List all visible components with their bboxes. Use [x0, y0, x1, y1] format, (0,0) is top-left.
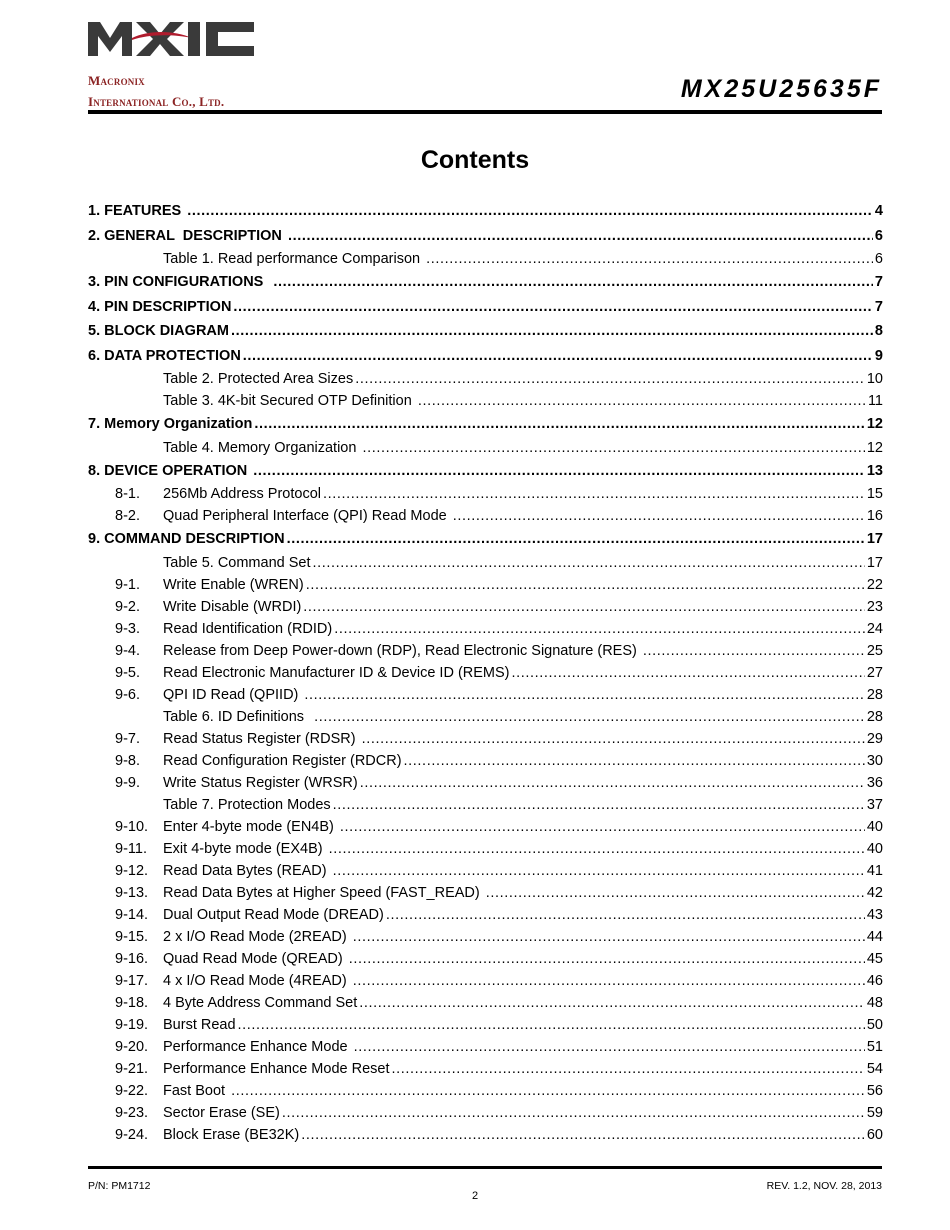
- toc-entry-page: 59: [866, 1104, 883, 1121]
- toc-leader-dots: [354, 1036, 865, 1058]
- toc-entry-title: QPI ID Read (QPIID): [163, 686, 303, 703]
- toc-entry-title: 256Mb Address Protocol: [163, 486, 321, 502]
- toc-entry-title: Quad Peripheral Interface (QPI) Read Mode: [163, 508, 451, 524]
- page-header: [0, 0, 950, 120]
- toc-entry[interactable]: [88, 1014, 883, 1036]
- toc-leader-dots: [426, 248, 873, 270]
- toc-entry-number: 9-18.: [115, 994, 149, 1011]
- toc-entry[interactable]: [88, 1102, 883, 1124]
- toc-entry-number: 9-16.: [115, 950, 149, 967]
- toc-entry-title: Read Data Bytes at Higher Speed (FAST_READ): [163, 884, 484, 901]
- toc-entry-page: 17: [866, 531, 883, 547]
- toc-entry-number: 9-12.: [115, 862, 149, 879]
- company-line-2: International Co., Ltd.: [88, 94, 225, 109]
- toc-entry-title: Read Electronic Manufacturer ID & Device ID (REMS): [163, 664, 510, 681]
- header-rule: [88, 110, 882, 114]
- toc-entry-title: Release from Deep Power-down (RDP), Read Electronic Signature (RES): [163, 642, 641, 659]
- toc-leader-dots: [233, 295, 873, 320]
- toc-entry-title: Block Erase (BE32K): [163, 1126, 300, 1143]
- toc-leader-dots: [392, 1058, 865, 1080]
- toc-entry-page: 51: [866, 1038, 883, 1055]
- toc-entry-title: Table 1. Read performance Comparison: [163, 251, 425, 267]
- toc-entry-title: Read Data Bytes (READ): [163, 862, 331, 879]
- toc-leader-dots: [340, 816, 865, 838]
- toc-entry-page: 40: [866, 840, 883, 857]
- toc-entry-number: 9-6.: [115, 686, 140, 703]
- footer-page-number: 2: [471, 1190, 479, 1202]
- toc-entry-title: Read Identification (RDID): [163, 620, 333, 637]
- table-of-contents: [88, 199, 883, 1146]
- toc-entry-number: 9-8.: [115, 752, 140, 769]
- toc-entry-page: 13: [866, 462, 883, 479]
- toc-entry[interactable]: [88, 224, 883, 249]
- toc-entry-page: 16: [866, 508, 883, 524]
- toc-entry[interactable]: [88, 838, 883, 860]
- toc-entry-page: 27: [866, 664, 883, 681]
- toc-entry[interactable]: [88, 904, 883, 926]
- toc-leader-dots: [287, 527, 865, 552]
- toc-entry-page: 8: [874, 323, 883, 339]
- toc-entry-number: 9-19.: [115, 1016, 149, 1033]
- toc-entry[interactable]: [88, 596, 883, 618]
- toc-entry-number: 9-14.: [115, 906, 149, 923]
- toc-entry-page: 46: [866, 972, 883, 989]
- toc-entry-page: 56: [866, 1082, 883, 1099]
- toc-entry-title: Sector Erase (SE): [163, 1104, 280, 1121]
- toc-entry[interactable]: [88, 483, 883, 505]
- toc-entry-title: Table 6. ID Definitions: [163, 708, 313, 725]
- toc-leader-dots: [253, 459, 865, 484]
- toc-leader-dots: [282, 1102, 865, 1124]
- toc-entry-number: 9-1.: [115, 576, 140, 593]
- toc-entry-number: 9-24.: [115, 1126, 149, 1143]
- toc-entry-page: 10: [866, 371, 883, 387]
- toc-entry-title: 4 Byte Address Command Set: [163, 994, 358, 1011]
- toc-entry-page: 29: [866, 730, 883, 747]
- toc-entry-title: Table 4. Memory Organization: [163, 439, 361, 456]
- toc-leader-dots: [353, 926, 865, 948]
- toc-entry[interactable]: [88, 728, 883, 750]
- toc-entry-title: Write Enable (WREN): [163, 576, 304, 593]
- toc-entry[interactable]: [88, 1058, 883, 1080]
- toc-entry[interactable]: [88, 750, 883, 772]
- toc-entry-number: 9-9.: [115, 774, 140, 791]
- toc-entry[interactable]: [88, 794, 883, 816]
- toc-entry-page: 41: [866, 862, 883, 879]
- toc-entry-page: 50: [866, 1016, 883, 1033]
- toc-entry-title: Performance Enhance Mode: [163, 1038, 352, 1055]
- toc-entry[interactable]: [88, 640, 883, 662]
- toc-leader-dots: [643, 640, 865, 662]
- toc-entry-number: 9-20.: [115, 1038, 149, 1055]
- toc-entry-number: 9-13.: [115, 884, 149, 901]
- toc-entry[interactable]: [88, 527, 883, 552]
- toc-entry-number: 9-11.: [115, 840, 147, 857]
- toc-entry-page: 48: [866, 994, 883, 1011]
- toc-leader-dots: [512, 662, 865, 684]
- toc-entry-page: 7: [874, 298, 883, 315]
- toc-leader-dots: [333, 794, 865, 816]
- toc-leader-dots: [362, 728, 865, 750]
- toc-entry-page: 11: [867, 393, 883, 409]
- toc-entry-title: Write Status Register (WRSR): [163, 774, 358, 791]
- toc-entry-title: Table 3. 4K-bit Secured OTP Definition: [163, 393, 416, 409]
- toc-leader-dots: [231, 319, 873, 344]
- toc-entry[interactable]: [88, 882, 883, 904]
- toc-entry[interactable]: [88, 459, 883, 484]
- toc-entry-page: 9: [874, 347, 883, 364]
- toc-entry-page: 43: [866, 906, 883, 923]
- toc-entry-title: Burst Read: [163, 1016, 236, 1033]
- toc-entry-page: 28: [866, 708, 883, 725]
- toc-entry-page: 30: [866, 752, 883, 769]
- toc-leader-dots: [273, 270, 873, 295]
- toc-entry-title: Table 5. Command Set: [163, 554, 311, 571]
- toc-leader-dots: [404, 750, 865, 772]
- toc-entry-title: 7. Memory Organization: [88, 416, 253, 432]
- toc-leader-dots: [334, 618, 865, 640]
- toc-entry[interactable]: [88, 552, 883, 574]
- toc-entry[interactable]: [88, 270, 883, 295]
- toc-entry-page: 4: [874, 203, 883, 219]
- toc-entry-title: 6. DATA PROTECTION: [88, 347, 241, 364]
- toc-entry-number: 9-4.: [115, 642, 140, 659]
- toc-entry-title: 2. GENERAL DESCRIPTION: [88, 227, 286, 244]
- toc-entry[interactable]: [88, 344, 883, 369]
- toc-entry-number: 9-7.: [115, 730, 140, 747]
- company-line-1: Macronix: [88, 73, 145, 88]
- footer-part-number: P/N: PM1712: [88, 1180, 151, 1192]
- toc-leader-dots: [362, 437, 864, 459]
- toc-leader-dots: [486, 882, 865, 904]
- toc-entry-page: 40: [866, 818, 883, 835]
- toc-entry[interactable]: [88, 505, 883, 527]
- toc-leader-dots: [418, 390, 866, 412]
- toc-entry[interactable]: [88, 684, 883, 706]
- toc-entry-title: Read Configuration Register (RDCR): [163, 752, 402, 769]
- toc-entry-title: 4. PIN DESCRIPTION: [88, 298, 232, 315]
- toc-entry-title: 3. PIN CONFIGURATIONS: [88, 274, 272, 290]
- toc-entry-page: 28: [866, 686, 883, 703]
- toc-leader-dots: [231, 1080, 865, 1102]
- toc-leader-dots: [288, 224, 873, 249]
- toc-entry-number: 9-23.: [115, 1104, 149, 1121]
- toc-entry[interactable]: [88, 390, 883, 412]
- toc-entry-title: Fast Boot: [163, 1082, 230, 1099]
- toc-leader-dots: [323, 483, 865, 505]
- footer-rule: [88, 1166, 882, 1169]
- toc-entry-title: 9. COMMAND DESCRIPTION: [88, 531, 285, 547]
- toc-entry-page: 37: [866, 796, 883, 813]
- toc-leader-dots: [187, 199, 873, 224]
- toc-leader-dots: [314, 706, 865, 728]
- toc-entry-page: 23: [866, 598, 883, 615]
- toc-leader-dots: [359, 992, 865, 1014]
- toc-entry-title: Enter 4-byte mode (EN4B): [163, 818, 338, 835]
- toc-leader-dots: [453, 505, 865, 527]
- toc-entry[interactable]: [88, 368, 883, 390]
- toc-entry-page: 6: [874, 227, 883, 244]
- toc-entry[interactable]: [88, 948, 883, 970]
- toc-entry-title: Table 2. Protected Area Sizes: [163, 371, 354, 387]
- toc-entry[interactable]: [88, 412, 883, 437]
- toc-leader-dots: [243, 344, 873, 369]
- product-name: MX25U25635F: [680, 75, 882, 103]
- toc-entry-number: 9-10.: [115, 818, 149, 835]
- toc-entry[interactable]: [88, 1036, 883, 1058]
- toc-leader-dots: [349, 948, 865, 970]
- toc-entry-page: 24: [866, 620, 883, 637]
- toc-entry[interactable]: [88, 319, 883, 344]
- toc-entry-number: 9-5.: [115, 664, 140, 681]
- toc-entry[interactable]: [88, 926, 883, 948]
- toc-entry-title: 5. BLOCK DIAGRAM: [88, 323, 229, 339]
- toc-entry[interactable]: [88, 437, 883, 459]
- macronix-logo: [88, 18, 254, 60]
- toc-entry-page: 54: [866, 1060, 883, 1077]
- toc-leader-dots: [254, 412, 864, 437]
- toc-entry-page: 25: [866, 642, 883, 659]
- toc-leader-dots: [238, 1014, 865, 1036]
- toc-entry-page: 60: [866, 1126, 883, 1143]
- toc-entry-number: 9-15.: [115, 928, 149, 945]
- toc-leader-dots: [360, 772, 865, 794]
- toc-entry-title: Write Disable (WRDI): [163, 598, 302, 615]
- toc-entry-title: Table 7. Protection Modes: [163, 796, 331, 813]
- toc-entry[interactable]: [88, 248, 883, 270]
- toc-entry-title: 4 x I/O Read Mode (4READ): [163, 972, 351, 989]
- toc-entry-page: 12: [866, 416, 883, 432]
- toc-entry[interactable]: [88, 618, 883, 640]
- toc-entry[interactable]: [88, 860, 883, 882]
- toc-entry-number: 9-2.: [115, 598, 140, 615]
- toc-leader-dots: [301, 1124, 865, 1146]
- toc-entry[interactable]: [88, 970, 883, 992]
- toc-leader-dots: [333, 860, 865, 882]
- toc-entry-title: Read Status Register (RDSR): [163, 730, 360, 747]
- toc-leader-dots: [304, 684, 864, 706]
- toc-entry-page: 36: [866, 774, 883, 791]
- toc-entry[interactable]: [88, 706, 883, 728]
- toc-entry-page: 45: [866, 950, 883, 967]
- toc-entry-page: 42: [866, 884, 883, 901]
- toc-leader-dots: [329, 838, 865, 860]
- page-title: Contents: [420, 146, 530, 174]
- toc-entry[interactable]: [88, 574, 883, 596]
- toc-entry-title: 1. FEATURES: [88, 203, 186, 219]
- toc-entry-page: 15: [866, 486, 883, 502]
- toc-entry[interactable]: [88, 295, 883, 320]
- toc-leader-dots: [303, 596, 865, 618]
- footer-revision: REV. 1.2, NOV. 28, 2013: [766, 1180, 882, 1192]
- toc-entry-number: 9-3.: [115, 620, 140, 637]
- toc-entry[interactable]: [88, 992, 883, 1014]
- toc-entry-page: 12: [866, 439, 883, 456]
- toc-entry-page: 22: [866, 576, 883, 593]
- toc-entry-title: 8. DEVICE OPERATION: [88, 462, 252, 479]
- toc-entry-number: 8-1.: [115, 486, 140, 502]
- toc-entry[interactable]: [88, 1080, 883, 1102]
- toc-entry[interactable]: [88, 199, 883, 224]
- toc-entry-number: 8-2.: [115, 508, 140, 524]
- toc-entry-number: 9-21.: [115, 1060, 149, 1077]
- toc-entry-page: 17: [866, 554, 883, 571]
- toc-leader-dots: [386, 904, 865, 926]
- toc-leader-dots: [313, 552, 865, 574]
- company-name: [88, 70, 224, 112]
- toc-leader-dots: [353, 970, 865, 992]
- toc-entry-title: 2 x I/O Read Mode (2READ): [163, 928, 351, 945]
- toc-entry[interactable]: [88, 662, 883, 684]
- toc-entry-page: 6: [874, 251, 883, 267]
- toc-entry[interactable]: [88, 1124, 883, 1146]
- toc-entry[interactable]: [88, 816, 883, 838]
- toc-entry-number: 9-22.: [115, 1082, 149, 1099]
- toc-leader-dots: [306, 574, 865, 596]
- toc-entry-page: 44: [866, 928, 883, 945]
- toc-entry-title: Exit 4-byte mode (EX4B): [163, 840, 327, 857]
- toc-entry-page: 7: [874, 274, 883, 290]
- toc-leader-dots: [355, 368, 865, 390]
- toc-entry-number: 9-17.: [115, 972, 149, 989]
- toc-entry[interactable]: [88, 772, 883, 794]
- toc-entry-title: Quad Read Mode (QREAD): [163, 950, 347, 967]
- toc-entry-title: Performance Enhance Mode Reset: [163, 1060, 390, 1077]
- toc-entry-title: Dual Output Read Mode (DREAD): [163, 906, 384, 923]
